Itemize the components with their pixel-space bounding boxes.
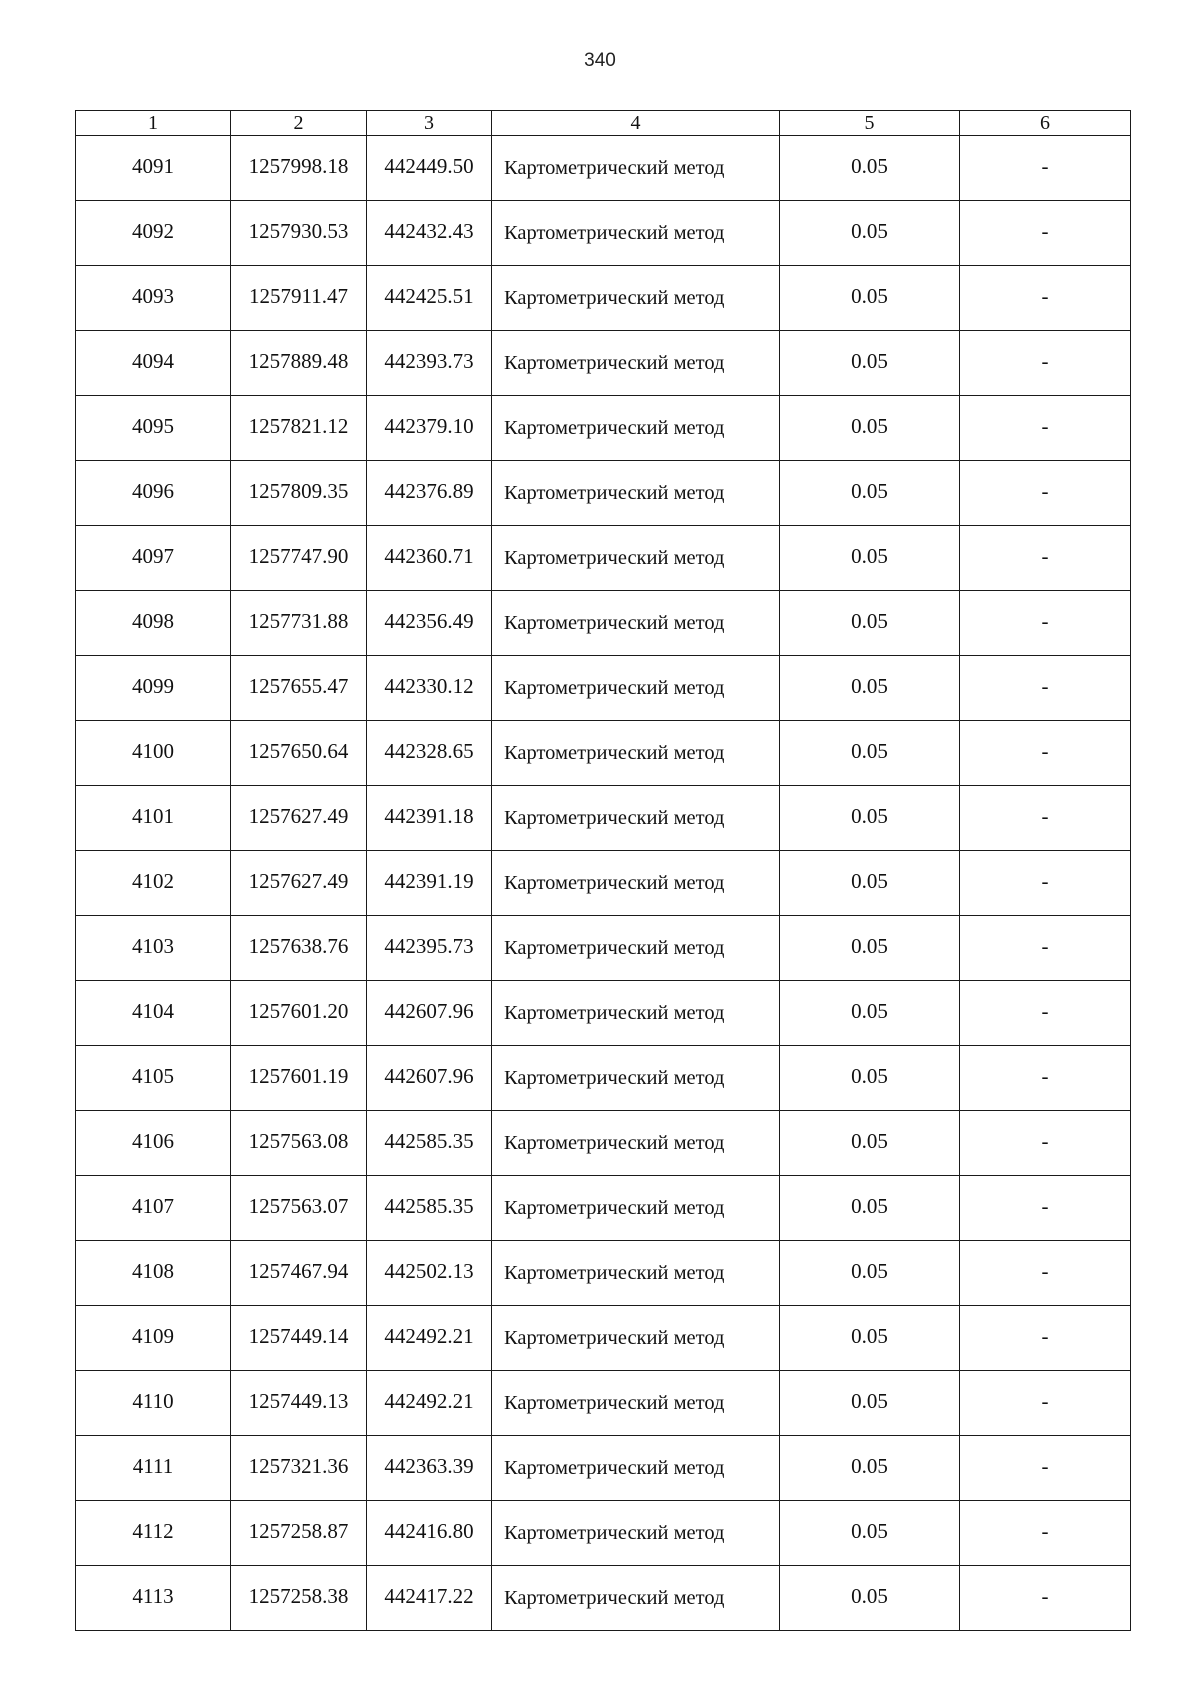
point-number-cell: 4096 bbox=[76, 461, 231, 526]
x-coordinate-cell: 1257809.35 bbox=[231, 461, 367, 526]
y-coordinate-cell: 442585.35 bbox=[367, 1176, 492, 1241]
point-number-cell: 4092 bbox=[76, 201, 231, 266]
y-coordinate-cell: 442395.73 bbox=[367, 916, 492, 981]
point-number-cell: 4111 bbox=[76, 1436, 231, 1501]
column-header-3: 3 bbox=[367, 111, 492, 136]
accuracy-cell: 0.05 bbox=[780, 1436, 960, 1501]
accuracy-cell: 0.05 bbox=[780, 266, 960, 331]
table-row bbox=[76, 721, 1131, 786]
column-header-2: 2 bbox=[231, 111, 367, 136]
point-number-cell: 4113 bbox=[76, 1566, 231, 1631]
table-row bbox=[76, 1241, 1131, 1306]
y-coordinate-cell: 442330.12 bbox=[367, 656, 492, 721]
note-cell: - bbox=[960, 1306, 1131, 1371]
table-row bbox=[76, 981, 1131, 1046]
x-coordinate-cell: 1257467.94 bbox=[231, 1241, 367, 1306]
method-cell: Картометрический метод bbox=[492, 1111, 780, 1176]
y-coordinate-cell: 442607.96 bbox=[367, 981, 492, 1046]
method-cell: Картометрический метод bbox=[492, 1371, 780, 1436]
x-coordinate-cell: 1257449.13 bbox=[231, 1371, 367, 1436]
table-row bbox=[76, 1501, 1131, 1566]
column-header-5: 5 bbox=[780, 111, 960, 136]
table-row bbox=[76, 201, 1131, 266]
accuracy-cell: 0.05 bbox=[780, 526, 960, 591]
x-coordinate-cell: 1257650.64 bbox=[231, 721, 367, 786]
table-row bbox=[76, 331, 1131, 396]
x-coordinate-cell: 1257601.20 bbox=[231, 981, 367, 1046]
x-coordinate-cell: 1257627.49 bbox=[231, 786, 367, 851]
table-row bbox=[76, 1111, 1131, 1176]
table-row bbox=[76, 1566, 1131, 1631]
y-coordinate-cell: 442502.13 bbox=[367, 1241, 492, 1306]
note-cell: - bbox=[960, 851, 1131, 916]
method-cell: Картометрический метод bbox=[492, 461, 780, 526]
note-cell: - bbox=[960, 396, 1131, 461]
point-number-cell: 4103 bbox=[76, 916, 231, 981]
accuracy-cell: 0.05 bbox=[780, 656, 960, 721]
note-cell: - bbox=[960, 1436, 1131, 1501]
note-cell: - bbox=[960, 526, 1131, 591]
y-coordinate-cell: 442360.71 bbox=[367, 526, 492, 591]
point-number-cell: 4112 bbox=[76, 1501, 231, 1566]
accuracy-cell: 0.05 bbox=[780, 1046, 960, 1111]
accuracy-cell: 0.05 bbox=[780, 786, 960, 851]
column-header-1: 1 bbox=[76, 111, 231, 136]
table-row bbox=[76, 1371, 1131, 1436]
method-cell: Картометрический метод bbox=[492, 1501, 780, 1566]
y-coordinate-cell: 442328.65 bbox=[367, 721, 492, 786]
accuracy-cell: 0.05 bbox=[780, 591, 960, 656]
note-cell: - bbox=[960, 201, 1131, 266]
point-number-cell: 4099 bbox=[76, 656, 231, 721]
y-coordinate-cell: 442492.21 bbox=[367, 1306, 492, 1371]
y-coordinate-cell: 442416.80 bbox=[367, 1501, 492, 1566]
y-coordinate-cell: 442449.50 bbox=[367, 136, 492, 201]
point-number-cell: 4106 bbox=[76, 1111, 231, 1176]
x-coordinate-cell: 1257821.12 bbox=[231, 396, 367, 461]
x-coordinate-cell: 1257731.88 bbox=[231, 591, 367, 656]
accuracy-cell: 0.05 bbox=[780, 461, 960, 526]
x-coordinate-cell: 1257321.36 bbox=[231, 1436, 367, 1501]
note-cell: - bbox=[960, 916, 1131, 981]
coordinates-table bbox=[75, 110, 1131, 1631]
table-row bbox=[76, 656, 1131, 721]
method-cell: Картометрический метод bbox=[492, 1436, 780, 1501]
method-cell: Картометрический метод bbox=[492, 851, 780, 916]
header-row bbox=[76, 111, 1131, 136]
note-cell: - bbox=[960, 266, 1131, 331]
method-cell: Картометрический метод bbox=[492, 981, 780, 1046]
y-coordinate-cell: 442391.18 bbox=[367, 786, 492, 851]
point-number-cell: 4109 bbox=[76, 1306, 231, 1371]
note-cell: - bbox=[960, 591, 1131, 656]
y-coordinate-cell: 442417.22 bbox=[367, 1566, 492, 1631]
x-coordinate-cell: 1257998.18 bbox=[231, 136, 367, 201]
x-coordinate-cell: 1257449.14 bbox=[231, 1306, 367, 1371]
table-body bbox=[76, 136, 1131, 1631]
accuracy-cell: 0.05 bbox=[780, 1241, 960, 1306]
note-cell: - bbox=[960, 1176, 1131, 1241]
accuracy-cell: 0.05 bbox=[780, 1371, 960, 1436]
method-cell: Картометрический метод bbox=[492, 786, 780, 851]
accuracy-cell: 0.05 bbox=[780, 1501, 960, 1566]
point-number-cell: 4108 bbox=[76, 1241, 231, 1306]
note-cell: - bbox=[960, 1371, 1131, 1436]
accuracy-cell: 0.05 bbox=[780, 1176, 960, 1241]
x-coordinate-cell: 1257563.07 bbox=[231, 1176, 367, 1241]
method-cell: Картометрический метод bbox=[492, 1241, 780, 1306]
accuracy-cell: 0.05 bbox=[780, 916, 960, 981]
table-row bbox=[76, 1306, 1131, 1371]
note-cell: - bbox=[960, 1566, 1131, 1631]
table-row bbox=[76, 1046, 1131, 1111]
note-cell: - bbox=[960, 656, 1131, 721]
method-cell: Картометрический метод bbox=[492, 201, 780, 266]
page-number: 340 bbox=[584, 50, 616, 71]
point-number-cell: 4105 bbox=[76, 1046, 231, 1111]
table-row bbox=[76, 786, 1131, 851]
x-coordinate-cell: 1257627.49 bbox=[231, 851, 367, 916]
y-coordinate-cell: 442356.49 bbox=[367, 591, 492, 656]
y-coordinate-cell: 442391.19 bbox=[367, 851, 492, 916]
y-coordinate-cell: 442379.10 bbox=[367, 396, 492, 461]
accuracy-cell: 0.05 bbox=[780, 201, 960, 266]
method-cell: Картометрический метод bbox=[492, 591, 780, 656]
table-row bbox=[76, 591, 1131, 656]
point-number-cell: 4098 bbox=[76, 591, 231, 656]
table-row bbox=[76, 1176, 1131, 1241]
x-coordinate-cell: 1257655.47 bbox=[231, 656, 367, 721]
method-cell: Картометрический метод bbox=[492, 1046, 780, 1111]
method-cell: Картометрический метод bbox=[492, 396, 780, 461]
method-cell: Картометрический метод bbox=[492, 1566, 780, 1631]
y-coordinate-cell: 442363.39 bbox=[367, 1436, 492, 1501]
x-coordinate-cell: 1257911.47 bbox=[231, 266, 367, 331]
point-number-cell: 4095 bbox=[76, 396, 231, 461]
point-number-cell: 4107 bbox=[76, 1176, 231, 1241]
method-cell: Картометрический метод bbox=[492, 916, 780, 981]
table-row bbox=[76, 916, 1131, 981]
point-number-cell: 4110 bbox=[76, 1371, 231, 1436]
column-header-4: 4 bbox=[492, 111, 780, 136]
point-number-cell: 4101 bbox=[76, 786, 231, 851]
table-row bbox=[76, 266, 1131, 331]
accuracy-cell: 0.05 bbox=[780, 981, 960, 1046]
table-row bbox=[76, 396, 1131, 461]
note-cell: - bbox=[960, 331, 1131, 396]
x-coordinate-cell: 1257747.90 bbox=[231, 526, 367, 591]
accuracy-cell: 0.05 bbox=[780, 1111, 960, 1176]
point-number-cell: 4102 bbox=[76, 851, 231, 916]
table-row bbox=[76, 1436, 1131, 1501]
point-number-cell: 4104 bbox=[76, 981, 231, 1046]
accuracy-cell: 0.05 bbox=[780, 851, 960, 916]
accuracy-cell: 0.05 bbox=[780, 331, 960, 396]
method-cell: Картометрический метод bbox=[492, 1176, 780, 1241]
table-row bbox=[76, 851, 1131, 916]
method-cell: Картометрический метод bbox=[492, 721, 780, 786]
y-coordinate-cell: 442376.89 bbox=[367, 461, 492, 526]
y-coordinate-cell: 442492.21 bbox=[367, 1371, 492, 1436]
method-cell: Картометрический метод bbox=[492, 266, 780, 331]
note-cell: - bbox=[960, 461, 1131, 526]
note-cell: - bbox=[960, 981, 1131, 1046]
accuracy-cell: 0.05 bbox=[780, 721, 960, 786]
table-row bbox=[76, 136, 1131, 201]
table-row bbox=[76, 526, 1131, 591]
method-cell: Картометрический метод bbox=[492, 136, 780, 201]
method-cell: Картометрический метод bbox=[492, 526, 780, 591]
note-cell: - bbox=[960, 1241, 1131, 1306]
accuracy-cell: 0.05 bbox=[780, 396, 960, 461]
point-number-cell: 4100 bbox=[76, 721, 231, 786]
accuracy-cell: 0.05 bbox=[780, 1306, 960, 1371]
accuracy-cell: 0.05 bbox=[780, 1566, 960, 1631]
point-number-cell: 4091 bbox=[76, 136, 231, 201]
table-header bbox=[76, 111, 1131, 136]
column-header-6: 6 bbox=[960, 111, 1131, 136]
y-coordinate-cell: 442425.51 bbox=[367, 266, 492, 331]
method-cell: Картометрический метод bbox=[492, 656, 780, 721]
x-coordinate-cell: 1257601.19 bbox=[231, 1046, 367, 1111]
x-coordinate-cell: 1257930.53 bbox=[231, 201, 367, 266]
y-coordinate-cell: 442393.73 bbox=[367, 331, 492, 396]
y-coordinate-cell: 442585.35 bbox=[367, 1111, 492, 1176]
note-cell: - bbox=[960, 786, 1131, 851]
table-row bbox=[76, 461, 1131, 526]
x-coordinate-cell: 1257258.87 bbox=[231, 1501, 367, 1566]
note-cell: - bbox=[960, 1046, 1131, 1111]
y-coordinate-cell: 442607.96 bbox=[367, 1046, 492, 1111]
x-coordinate-cell: 1257563.08 bbox=[231, 1111, 367, 1176]
point-number-cell: 4093 bbox=[76, 266, 231, 331]
note-cell: - bbox=[960, 1501, 1131, 1566]
x-coordinate-cell: 1257638.76 bbox=[231, 916, 367, 981]
y-coordinate-cell: 442432.43 bbox=[367, 201, 492, 266]
point-number-cell: 4094 bbox=[76, 331, 231, 396]
note-cell: - bbox=[960, 1111, 1131, 1176]
x-coordinate-cell: 1257258.38 bbox=[231, 1566, 367, 1631]
method-cell: Картометрический метод bbox=[492, 1306, 780, 1371]
point-number-cell: 4097 bbox=[76, 526, 231, 591]
accuracy-cell: 0.05 bbox=[780, 136, 960, 201]
x-coordinate-cell: 1257889.48 bbox=[231, 331, 367, 396]
note-cell: - bbox=[960, 136, 1131, 201]
note-cell: - bbox=[960, 721, 1131, 786]
method-cell: Картометрический метод bbox=[492, 331, 780, 396]
